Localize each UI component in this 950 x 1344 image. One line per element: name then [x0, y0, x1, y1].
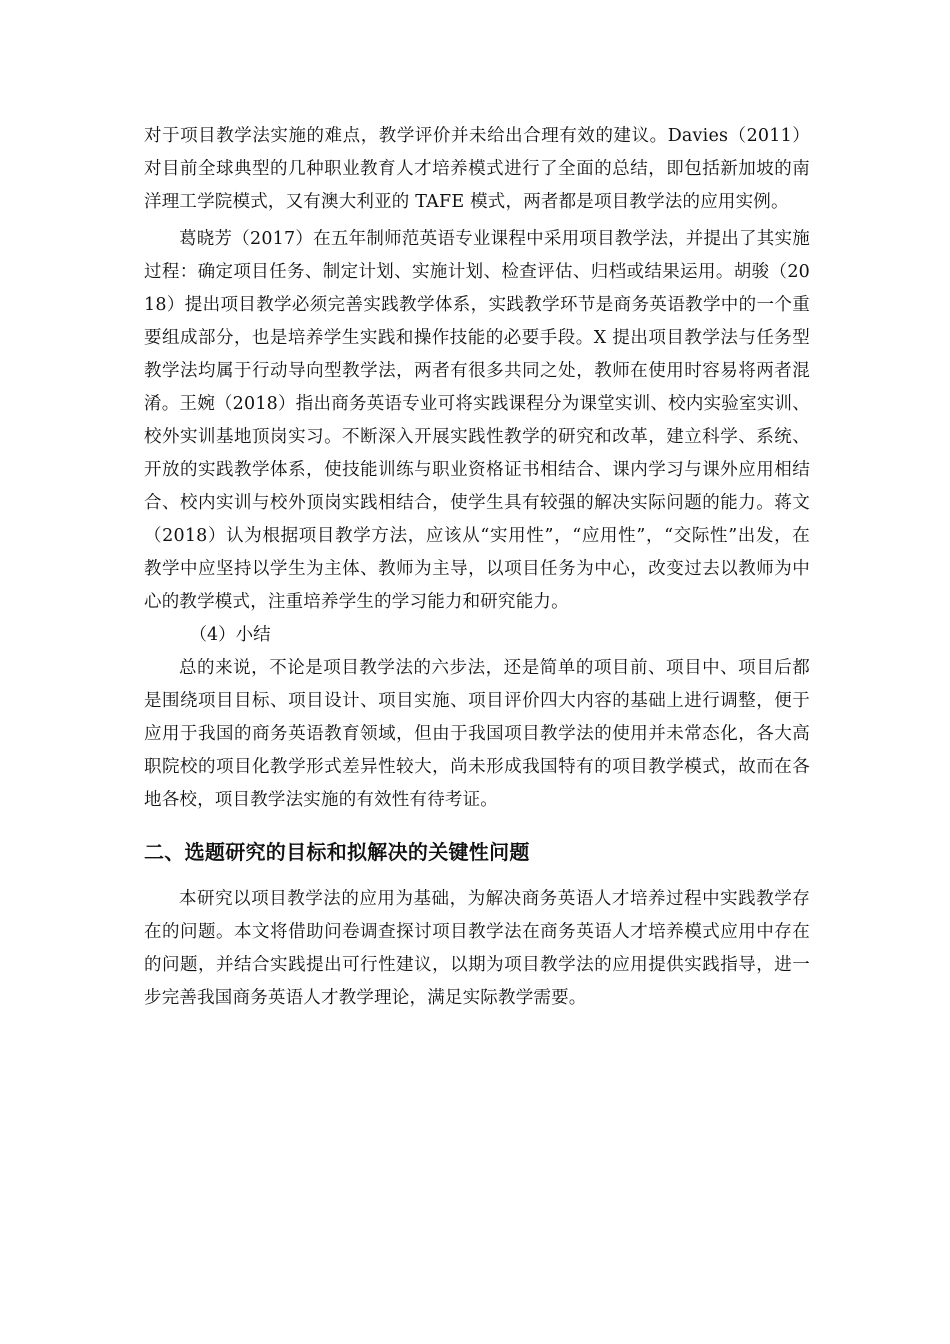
document-body [144, 120, 810, 1015]
paragraph-literature-review: 葛晓芳（2017）在五年制师范英语专业课程中采用项目教学法，并提出了其实施过程：确定项目任务、制定计划、实施计划、检查评估、归档或结果运用。胡骏（2018）提出项目教学必须完善实践教学体系，实践教学环节是商务英语教学中的一个重要组成部分，也是培养学生实践和操作技能的必要手段。X 提出项目教学法与任务型教学法均属于行动导向型教学法，两者有很多共同之处，教师在使用时容易将两者混淆。王婉（2018）指出商务英语专业可将实践课程分为课堂实训、校内实验室实训、校外实训基地顶岗实习。不断深入开展实践性教学的研究和改革，建立科学、系统、开放的实践教学体系，使技能训练与职业资格证书相结合、课内学习与课外应用相结合、校内实训与校外顶岗实践相结合，使学生具有较强的解决实际问题的能力。蒋文（2018）认为根据项目教学方法，应该从“实用性”，“应用性”，“交际性”出发，在教学中应坚持以学生为主体、教师为主导，以项目任务为中心，改变过去以教师为中心的教学模式，注重培养学生的学习能力和研究能力。 [144, 229, 810, 612]
subheading-summary: （4）小结 [189, 625, 271, 645]
paragraph-research-goal: 本研究以项目教学法的应用为基础，为解决商务英语人才培养过程中实践教学存在的问题。本文将借助问卷调查探讨项目教学法在商务英语人才培养模式应用中存在的问题，并结合实践提出可行性建议，以期为项目教学法的应用提供实践指导，进一步完善我国商务英语人才教学理论，满足实际教学需要。 [144, 889, 810, 1008]
paragraph-summary: 总的来说，不论是项目教学法的六步法，还是简单的项目前、项目中、项目后都是围绕项目目标、项目设计、项目实施、项目评价四大内容的基础上进行调整，便于应用于我国的商务英语教育领域，但由于我国项目教学法的使用并未常态化，各大高职院校的项目化教学形式差异性较大，尚未形成我国特有的项目教学模式，故而在各地各校，项目教学法实施的有效性有待考证。 [144, 658, 810, 810]
paragraph-continuation: 对于项目教学法实施的难点，教学评价并未给出合理有效的建议。Davies（2011）对目前全球典型的几种职业教育人才培养模式进行了全面的总结，即包括新加坡的南洋理工学院模式，又有澳大利亚的 TAFE 模式，两者都是项目教学法的应用实例。 [144, 126, 810, 212]
section-title: 二、选题研究的目标和拟解决的关键性问题 [144, 840, 530, 864]
